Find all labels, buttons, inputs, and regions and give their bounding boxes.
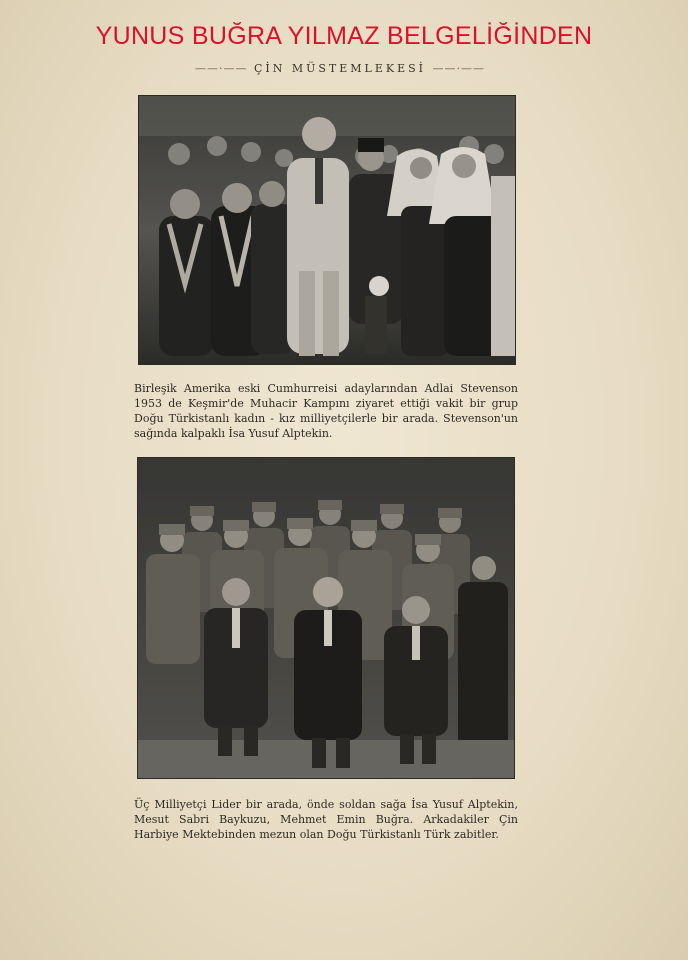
photo-stevenson-camp-image: [139, 96, 515, 364]
photo-three-leaders-caption: Üç Milliyetçi Lider bir arada, önde soldan sağa İsa Yusuf Alptekin, Mesut Sabri Baykuzu, Mehmet Emin Buğra. Arkadakiler Çin Harbiye Mektebinden mezun olan Doğu Türkistanlı Türk zabitler.: [134, 798, 518, 841]
running-head: [140, 62, 540, 75]
watermark-text: YUNUS BUĞRA YILMAZ BELGELİĞİNDEN: [95, 22, 593, 50]
running-head-rule-left: ——·——: [194, 62, 248, 75]
photo-stevenson-camp: [139, 96, 515, 364]
photo-three-leaders: [138, 458, 514, 778]
running-head-rule-right: ——·——: [432, 62, 486, 75]
photo-stevenson-camp-caption: Birleşik Amerika eski Cumhurreisi adaylarından Adlai Stevenson 1953 de Keşmir'de Muhacir Kampını ziyaret ettiği vakit bir grup Doğu Türkistanlı kadın - kız milliyetçilerle bir arada. Stevenson'un sağında kalpaklı İsa Yusuf Alptekin.: [134, 382, 518, 440]
running-head-title: ÇİN MÜSTEMLEKESİ: [253, 62, 427, 75]
photo-three-leaders-image: [138, 458, 514, 778]
